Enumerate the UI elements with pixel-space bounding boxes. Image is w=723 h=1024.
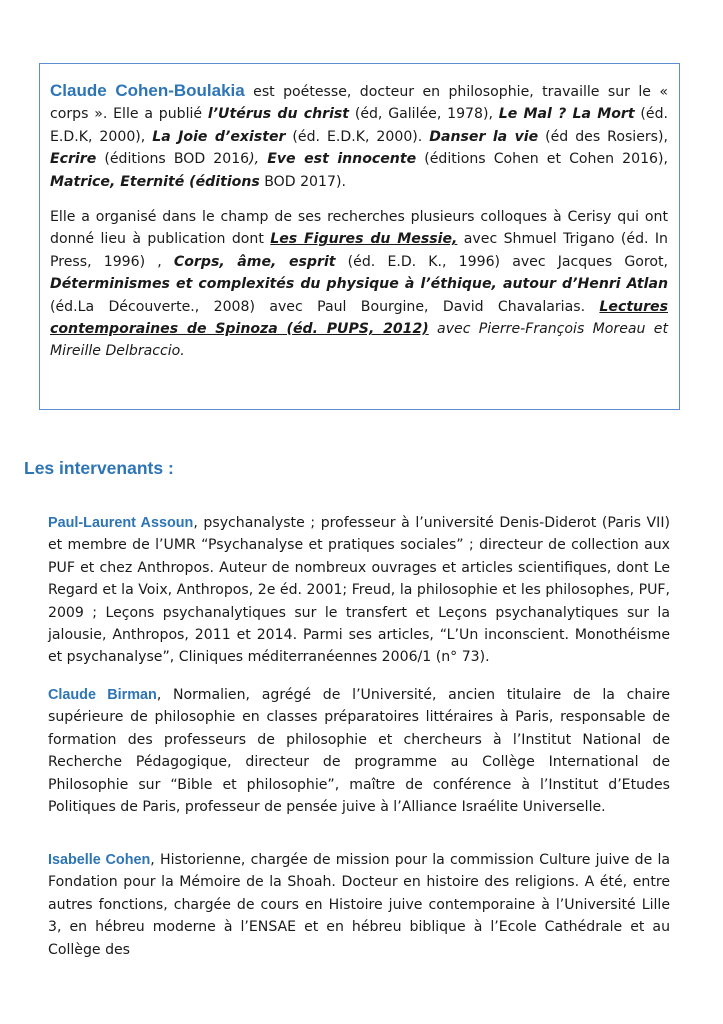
bio-paragraph-1	[50, 80, 668, 193]
speaker-paragraph	[48, 512, 670, 669]
speaker-name: Claude Birman	[48, 687, 157, 703]
bio-author-name: Claude Cohen-Boulakia	[50, 81, 245, 100]
bio-book-title: Matrice, Eternité (éditions	[50, 173, 260, 190]
bio-book-title: Le Mal ? La Mort	[498, 106, 635, 123]
bio-text: avec Shmuel Trigano (éd. In Press, 1996) ,	[50, 231, 668, 270]
bio-book-title: Les Figures du Messie,	[270, 231, 458, 248]
bio-book-title: Ecrire	[50, 151, 97, 168]
bio-text: (éd. E.D.K, 2000).	[285, 128, 430, 145]
bio-text: (éditions BOD 2016	[96, 151, 250, 168]
bio-text: (éd des Rosiers),	[538, 128, 669, 145]
bio-text: (éd. E.D.K, 2000),	[50, 106, 668, 145]
speaker-bio: , Normalien, agrégé de l’Université, ancien titulaire de la chaire supérieure de philosophie en classes préparatoires littéraires à Paris, responsable de formation des professeurs de philosophie et chercheurs à l’Institut National de Recherche Pédagogique, directeur de programme au Collège International de Philosophie sur “Bible et philosophie”, maître de conférence à l’Institut d’Etudes Politiques de Paris, professeur de pensée juive à l’Alliance Israélite Universelle.	[48, 687, 670, 816]
bio-text: est poétesse, docteur en philosophie, travaille sur le « corps ». Elle a publié	[50, 84, 668, 123]
speaker-entry	[48, 512, 670, 669]
bio-text: (éditions Cohen et Cohen 2016),	[416, 151, 669, 168]
bio-text: avec Pierre-François Moreau et Mireille Delbraccio.	[50, 321, 668, 360]
author-bio-box	[39, 63, 680, 410]
bio-book-title: Déterminismes et complexités du physique à l’éthique, autour d’Henri Atlan	[50, 276, 668, 293]
bio-text: Elle a organisé dans le champ de ses recherches plusieurs colloques à Cerisy qui ont donné lieu à publication dont	[50, 209, 668, 248]
bio-book-title: La Joie d’exister	[152, 128, 286, 145]
bio-text: (éd, Galilée, 1978),	[349, 106, 499, 123]
speaker-bio: , psychanalyste ; professeur à l’université Denis-Diderot (Paris VII) et membre de l’UMR “Psychanalyse et pratiques sociales” ; directeur de collection aux PUF et chez Anthropos. Auteur de nombreux ouvrages et articles scientifiques, dont Le Regard et la Voix, Anthropos, 2e éd. 2001; Freud, la philosophie et les philosophes, PUF, 2009 ; Leçons psychanalytiques sur le transfert et Leçons psychanalytiques sur la jalousie, Anthropos, 2011 et 2014. Parmi ses articles, “L’Un inconscient. Monothéisme et psychanalyse”, Cliniques méditerranéennes 2006/1 (n° 73).	[48, 515, 670, 666]
bio-book-title: Danser la vie	[429, 128, 539, 145]
speaker-bio: , Historienne, chargée de mission pour la commission Culture juive de la Fondation pour la Mémoire de la Shoah. Docteur en histoire des religions. A été, entre autres fonctions, chargée de cours en Histoire juive contemporaine à l’Université Lille 3, en hébreu moderne à l’ENSAE et en hébreu biblique à l’Ecole Cathédrale et au Collège des	[48, 852, 670, 958]
bio-text: BOD 2017).	[259, 173, 346, 190]
bio-text: ),	[249, 151, 268, 168]
bio-book-title: Lectures contemporaines de Spinoza (éd. PUPS, 2012)	[50, 298, 668, 338]
bio-paragraph-2	[50, 206, 668, 363]
speaker-paragraph	[48, 849, 670, 961]
bio-book-title: Eve est innocente	[267, 151, 417, 168]
bio-book-title: l’Utérus du christ	[207, 106, 350, 123]
speaker-name: Paul-Laurent Assoun	[48, 515, 194, 531]
speaker-entry	[48, 849, 670, 961]
speaker-entry	[48, 684, 670, 818]
section-title: Les intervenants :	[24, 458, 174, 478]
bio-text: (éd. E.D. K., 1996) avec Jacques Gorot,	[335, 253, 668, 270]
speaker-name: Isabelle Cohen	[48, 852, 151, 868]
bio-book-title: Corps, âme, esprit	[173, 253, 336, 270]
speaker-paragraph	[48, 684, 670, 818]
bio-text: (éd.La Découverte., 2008) avec Paul Bourgine, David Chavalarias.	[50, 298, 600, 315]
